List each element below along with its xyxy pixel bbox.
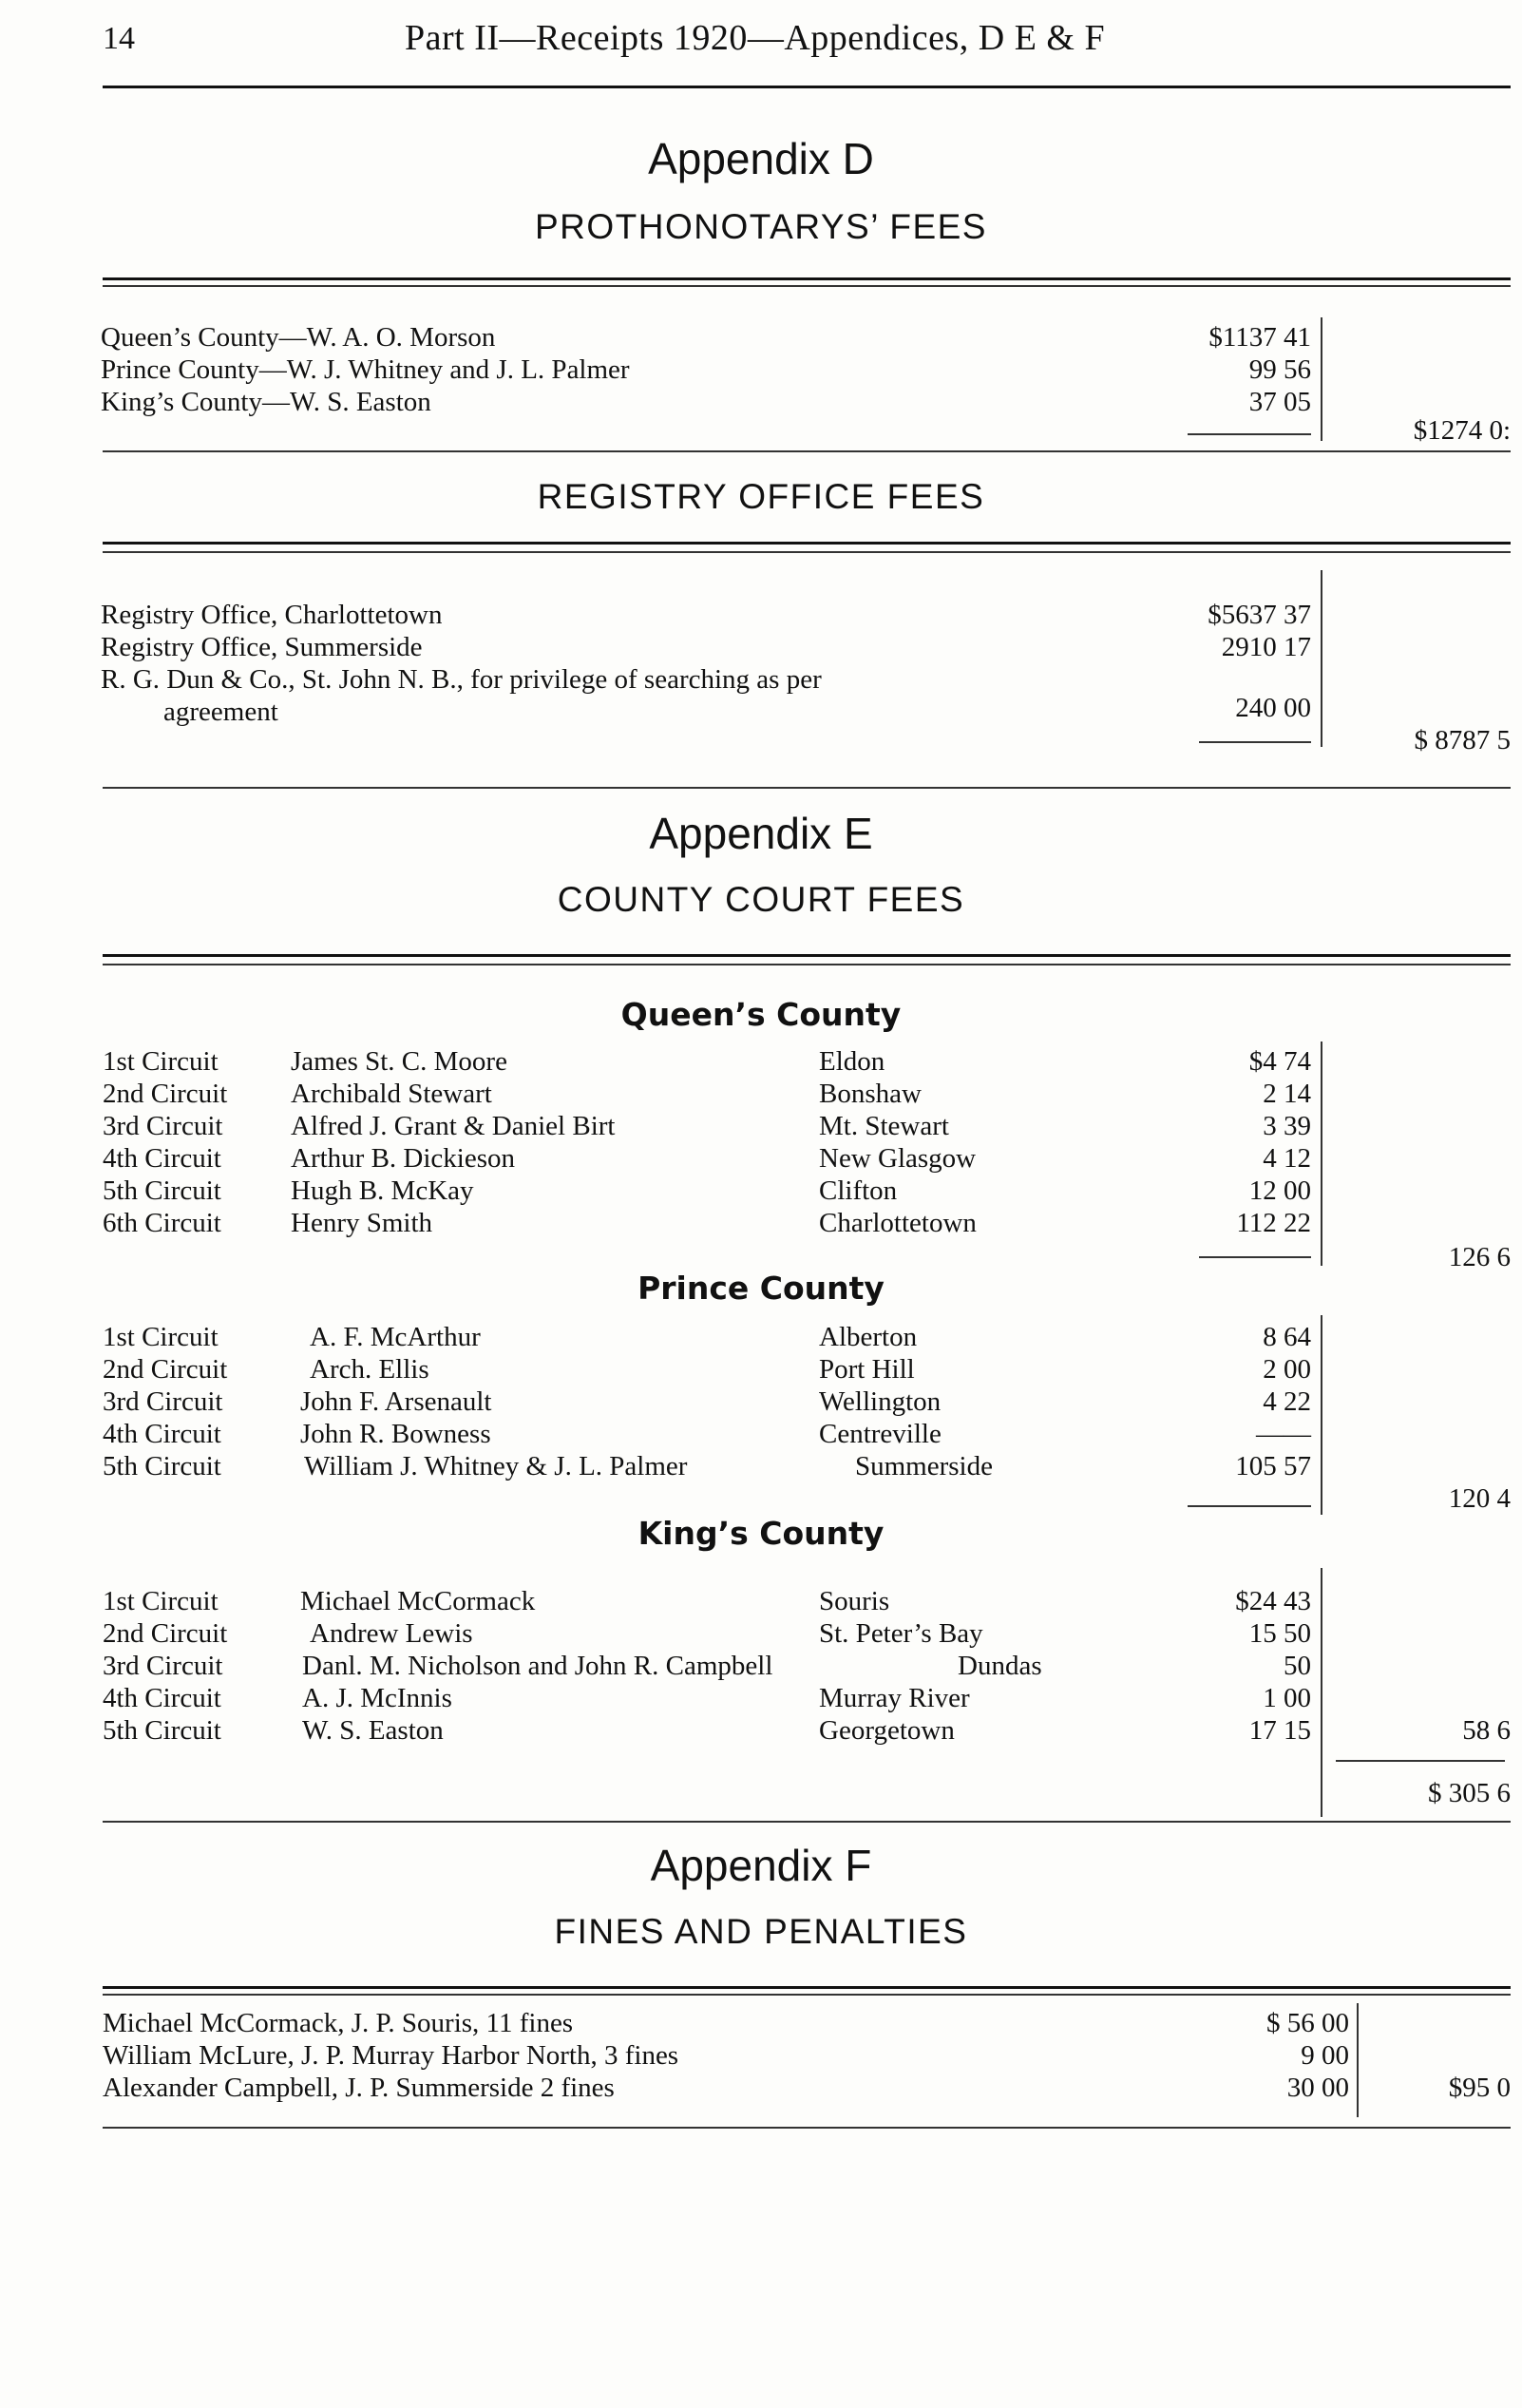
column-divider bbox=[1321, 1042, 1322, 1266]
judge-name: William J. Whitney & J. L. Palmer bbox=[304, 1451, 688, 1481]
judge-name: W. S. Easton bbox=[302, 1715, 444, 1746]
section-rule bbox=[103, 277, 1511, 280]
table-row bbox=[163, 696, 1155, 728]
section-rule-thin bbox=[103, 964, 1511, 965]
row-amount: 9 00 bbox=[1301, 2040, 1349, 2071]
registry-heading: REGISTRY OFFICE FEES bbox=[537, 477, 985, 516]
table-row bbox=[101, 354, 1155, 386]
row-amount: $1137 41 bbox=[1208, 322, 1311, 353]
judge-name: James St. C. Moore bbox=[291, 1046, 507, 1077]
table-row bbox=[103, 2007, 1186, 2039]
row-amount: 12 00 bbox=[1248, 1175, 1311, 1206]
circuit-label: 4th Circuit bbox=[103, 1419, 221, 1449]
sum-line bbox=[1188, 433, 1311, 435]
row-amount: 8 64 bbox=[1263, 1322, 1311, 1352]
table-row bbox=[101, 386, 1155, 418]
row-amount: 112 22 bbox=[1236, 1208, 1311, 1238]
row-name: Michael McCormack, J. P. Souris, 11 fines bbox=[103, 2008, 574, 2038]
sum-line bbox=[1336, 1760, 1505, 1762]
section-rule bbox=[103, 542, 1511, 545]
place-name: New Glasgow bbox=[819, 1143, 977, 1174]
prothonotary-heading: PROTHONOTARYS’ FEES bbox=[535, 207, 987, 246]
place-name: Charlottetown bbox=[819, 1208, 977, 1238]
row-amount: 99 56 bbox=[1248, 354, 1311, 385]
place-name: Murray River bbox=[819, 1683, 970, 1713]
row-amount: $ 56 00 bbox=[1266, 2008, 1349, 2038]
judge-name: Arch. Ellis bbox=[310, 1354, 429, 1385]
section-rule bbox=[103, 450, 1511, 452]
judge-name: Alfred J. Grant & Daniel Birt bbox=[291, 1111, 616, 1141]
table-row bbox=[101, 321, 1155, 354]
grand-total: $ 305 6 bbox=[1428, 1778, 1511, 1808]
place-name: Clifton bbox=[819, 1175, 898, 1206]
section-total: $1274 0: bbox=[1413, 415, 1511, 446]
judge-name: A. F. McArthur bbox=[310, 1322, 481, 1352]
appendix-f-title: Appendix F bbox=[650, 1841, 872, 1890]
running-title: Part II—Receipts 1920—Appendices, D E & F bbox=[405, 18, 1106, 58]
county-total: 120 4 bbox=[1448, 1483, 1511, 1514]
table-row bbox=[103, 2039, 1186, 2072]
row-amount: $4 74 bbox=[1248, 1046, 1311, 1077]
circuit-label: 1st Circuit bbox=[103, 1322, 219, 1352]
circuit-label: 3rd Circuit bbox=[103, 1111, 223, 1141]
column-divider bbox=[1321, 570, 1322, 747]
place-name: Wellington bbox=[819, 1386, 942, 1417]
row-amount: 17 15 bbox=[1248, 1715, 1311, 1746]
row-amount: 30 00 bbox=[1286, 2073, 1349, 2103]
section-rule bbox=[103, 954, 1511, 957]
judge-name: Archibald Stewart bbox=[291, 1079, 492, 1109]
circuit-label: 3rd Circuit bbox=[103, 1651, 223, 1681]
place-name: Bonshaw bbox=[819, 1079, 922, 1109]
county-heading: Queen’s County bbox=[620, 996, 902, 1033]
place-name: Port Hill bbox=[819, 1354, 915, 1385]
row-amount: $5637 37 bbox=[1208, 600, 1311, 630]
sum-line bbox=[1199, 741, 1311, 743]
appendix-e-title: Appendix E bbox=[649, 809, 873, 858]
judge-name: Michael McCormack bbox=[300, 1586, 536, 1616]
county-heading: King’s County bbox=[637, 1515, 885, 1552]
header-rule bbox=[103, 86, 1511, 88]
table-row bbox=[103, 2072, 1186, 2104]
page-number: 14 bbox=[103, 21, 135, 56]
place-name: Dundas bbox=[958, 1651, 1042, 1681]
row-name: agreement bbox=[163, 697, 278, 727]
row-name: William McLure, J. P. Murray Harbor North, 3 fines bbox=[103, 2040, 679, 2071]
row-amount: —— bbox=[1256, 1419, 1311, 1449]
section-rule-thin bbox=[103, 1994, 1511, 1996]
row-amount: 3 39 bbox=[1263, 1111, 1311, 1141]
circuit-label: 2nd Circuit bbox=[103, 1079, 228, 1109]
sum-line bbox=[1188, 1505, 1311, 1507]
row-amount: 50 bbox=[1284, 1651, 1311, 1681]
judge-name: John R. Bowness bbox=[300, 1419, 491, 1449]
section-rule bbox=[103, 1821, 1511, 1823]
county-court-heading: COUNTY COURT FEES bbox=[557, 880, 965, 919]
judge-name: Hugh B. McKay bbox=[291, 1175, 474, 1206]
judge-name: A. J. McInnis bbox=[302, 1683, 452, 1713]
circuit-label: 6th Circuit bbox=[103, 1208, 221, 1238]
judge-name: John F. Arsenault bbox=[300, 1386, 492, 1417]
circuit-label: 2nd Circuit bbox=[103, 1354, 228, 1385]
place-name: Souris bbox=[819, 1586, 890, 1616]
row-name: Alexander Campbell, J. P. Summerside 2 fines bbox=[103, 2073, 615, 2103]
circuit-label: 1st Circuit bbox=[103, 1046, 219, 1077]
circuit-label: 1st Circuit bbox=[103, 1586, 219, 1616]
row-amount: 4 22 bbox=[1263, 1386, 1311, 1417]
row-amount: 15 50 bbox=[1248, 1618, 1311, 1649]
place-name: Summerside bbox=[855, 1451, 993, 1481]
county-total: 58 6 bbox=[1462, 1715, 1511, 1746]
place-name: Mt. Stewart bbox=[819, 1111, 949, 1141]
row-amount: 37 05 bbox=[1248, 387, 1311, 417]
row-name: Registry Office, Summerside bbox=[101, 632, 423, 662]
row-amount: 105 57 bbox=[1235, 1451, 1311, 1481]
place-name: St. Peter’s Bay bbox=[819, 1618, 983, 1649]
circuit-label: 5th Circuit bbox=[103, 1175, 221, 1206]
row-amount: 2 00 bbox=[1263, 1354, 1311, 1385]
row-name: Prince County—W. J. Whitney and J. L. Palmer bbox=[101, 354, 630, 385]
section-rule-thin bbox=[103, 551, 1511, 553]
section-rule bbox=[103, 787, 1511, 789]
row-name: R. G. Dun & Co., St. John N. B., for privilege of searching as per bbox=[101, 664, 822, 695]
section-rule-thin bbox=[103, 285, 1511, 287]
row-name: Registry Office, Charlottetown bbox=[101, 600, 443, 630]
circuit-label: 3rd Circuit bbox=[103, 1386, 223, 1417]
place-name: Centreville bbox=[819, 1419, 942, 1449]
circuit-label: 4th Circuit bbox=[103, 1143, 221, 1174]
circuit-label: 5th Circuit bbox=[103, 1715, 221, 1746]
fines-total: $95 0 bbox=[1448, 2073, 1511, 2103]
table-row bbox=[101, 631, 1155, 663]
judge-name: Henry Smith bbox=[291, 1208, 433, 1238]
place-name: Eldon bbox=[819, 1046, 885, 1077]
circuit-label: 4th Circuit bbox=[103, 1683, 221, 1713]
row-amount: $24 43 bbox=[1235, 1586, 1311, 1616]
section-total: $ 8787 5 bbox=[1414, 725, 1511, 755]
table-row bbox=[101, 663, 1155, 696]
row-name: Queen’s County—W. A. O. Morson bbox=[101, 322, 496, 353]
row-amount: 1 00 bbox=[1263, 1683, 1311, 1713]
row-amount: 4 12 bbox=[1263, 1143, 1311, 1174]
county-heading: Prince County bbox=[637, 1270, 885, 1307]
sum-line bbox=[1199, 1256, 1311, 1258]
judge-name: Danl. M. Nicholson and John R. Campbell bbox=[302, 1651, 773, 1681]
place-name: Alberton bbox=[819, 1322, 918, 1352]
row-amount: 2 14 bbox=[1263, 1079, 1311, 1109]
circuit-label: 5th Circuit bbox=[103, 1451, 221, 1481]
county-total: 126 6 bbox=[1448, 1242, 1511, 1272]
table-row bbox=[101, 599, 1155, 631]
circuit-label: 2nd Circuit bbox=[103, 1618, 228, 1649]
section-rule bbox=[103, 2127, 1511, 2129]
section-rule bbox=[103, 1986, 1511, 1989]
appendix-d-title: Appendix D bbox=[648, 134, 874, 183]
row-amount: 2910 17 bbox=[1221, 632, 1311, 662]
judge-name: Andrew Lewis bbox=[310, 1618, 473, 1649]
row-amount: 240 00 bbox=[1235, 693, 1311, 723]
row-name: King’s County—W. S. Easton bbox=[101, 387, 431, 417]
place-name: Georgetown bbox=[819, 1715, 955, 1746]
judge-name: Arthur B. Dickieson bbox=[291, 1143, 515, 1174]
fines-heading: FINES AND PENALTIES bbox=[554, 1912, 968, 1951]
